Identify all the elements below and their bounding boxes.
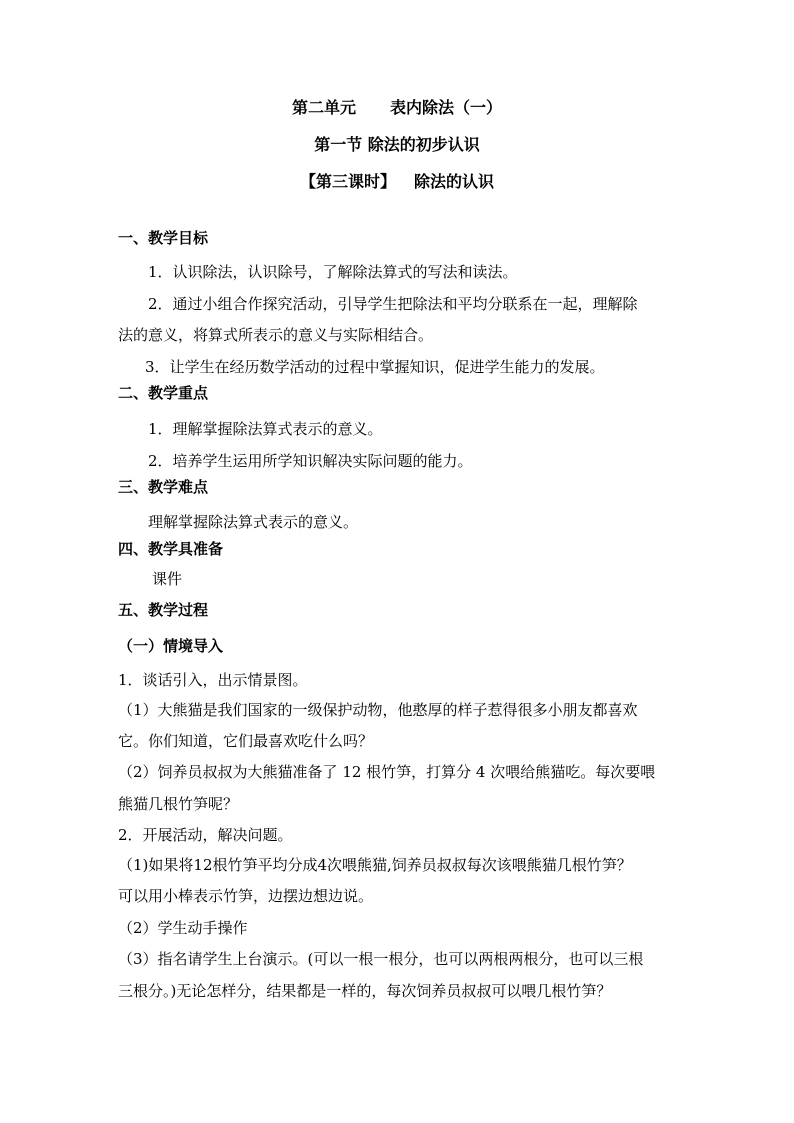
goal-item-3: 3．让学生在经历数学活动的过程中掌握知识，促进学生能力的发展。	[145, 358, 605, 376]
lesson-name: 除法的认识	[414, 172, 495, 191]
heading-goals: 一、教学目标	[118, 229, 209, 247]
heading-difficulties: 三、教学难点	[118, 478, 209, 496]
process-line-10: （3）指名请学生上台演示。(可以一根一根分，也可以两根两根分，也可以三根	[118, 950, 644, 968]
unit-title	[0, 98, 794, 118]
key-point-2: 2．培养学生运用所学知识解决实际问题的能力。	[148, 452, 473, 470]
goal-item-2-cont: 法的意义，将算式所表示的意义与实际相结合。	[118, 326, 434, 344]
lesson-title	[0, 172, 794, 192]
process-line-7: （1)如果将12根竹笋平均分成4次喂熊猫,饲养员叔叔每次该喂熊猫几根竹笋？	[118, 856, 632, 874]
heading-key-points: 二、教学重点	[118, 384, 209, 402]
process-line-8: 可以用小棒表示竹笋，边摆边想边说。	[118, 887, 374, 905]
unit-name: 表内除法（一）	[390, 98, 503, 117]
process-line-9: （2）学生动手操作	[118, 919, 248, 937]
process-line-5: 熊猫几根竹笋呢？	[118, 795, 239, 813]
process-line-2: （1）大熊猫是我们国家的一级保护动物，他憨厚的样子惹得很多小朋友都喜欢	[118, 701, 638, 719]
section-title: 第一节 除法的初步认识	[314, 135, 480, 154]
goal-item-2: 2．通过小组合作探究活动，引导学生把除法和平均分联系在一起，理解除	[148, 295, 638, 313]
key-point-1: 1．理解掌握除法算式表示的意义。	[148, 420, 383, 438]
heading-tools: 四、教学具准备	[118, 540, 224, 558]
process-sub-heading: （一）情境导入	[118, 637, 224, 655]
tool-1: 课件	[152, 570, 183, 588]
difficulty-1: 理解掌握除法算式表示的意义。	[148, 513, 359, 531]
unit-label: 第二单元	[291, 98, 356, 117]
process-line-3: 它。你们知道，它们最喜欢吃什么吗？	[118, 732, 374, 750]
process-line-6: 2．开展活动，解决问题。	[118, 826, 293, 844]
heading-process: 五、教学过程	[118, 601, 209, 619]
process-line-4: （2）饲养员叔叔为大熊猫准备了 12 根竹笋，打算分 4 次喂给熊猫吃。每次要喂	[118, 763, 656, 781]
process-line-1: 1．谈话引入，出示情景图。	[118, 671, 308, 689]
process-line-11: 三根分。)无论怎样分，结果都是一样的，每次饲养员叔叔可以喂几根竹笋？	[118, 982, 612, 1000]
lesson-tag: 【第三课时】	[299, 172, 396, 191]
goal-item-1: 1．认识除法，认识除号，了解除法算式的写法和读法。	[148, 263, 518, 281]
